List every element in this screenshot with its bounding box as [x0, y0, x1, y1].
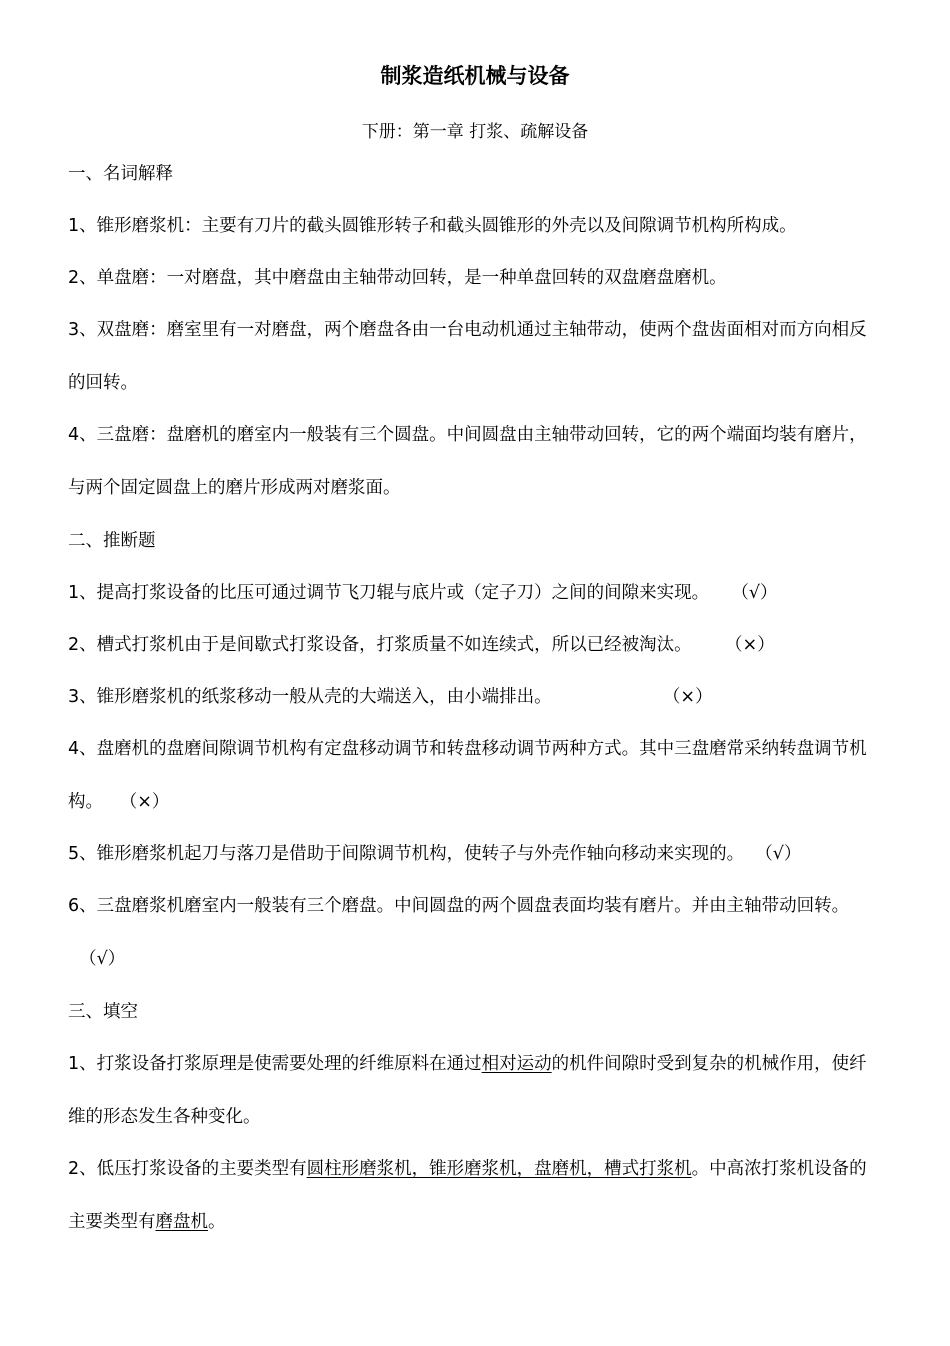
definition-item	[68, 304, 883, 410]
answer-gap	[744, 844, 755, 864]
section-heading-definitions: 一、名词解释	[68, 164, 173, 184]
question-text: 4、盘磨机的盘磨间隙调节机构有定盘移动调节和转盘移动调节两种方式。其中三盘磨常采纳转盘调节机构。	[68, 739, 867, 812]
definition-text: 磨室里有一对磨盘，两个磨盘各由一台电动机通过主轴带动，使两个盘齿面相对而方向相反的回转。	[68, 320, 867, 393]
answer-gap	[709, 583, 731, 603]
fill-in-item	[68, 1143, 883, 1249]
answer-gap	[103, 792, 120, 812]
fill-text-after: 的机件间隙时受到复杂的机械作用，使纤维的形态发生各种变化。	[68, 1054, 867, 1127]
judgement-item	[68, 671, 883, 724]
question-text: 6、三盘磨浆机磨室内一般装有三个磨盘。中间圆盘的两个圆盘表面均装有磨片。并由主轴带动回转。	[68, 896, 850, 916]
judgement-item	[68, 619, 883, 672]
fill-text-after: 。	[208, 1212, 226, 1232]
definition-text: 一对磨盘，其中磨盘由主轴带动回转，是一种单盘回转的双盘磨盘磨机。	[166, 268, 727, 288]
fill-text-before: 1、打浆设备打浆原理是使需要处理的纤维原料在通过	[68, 1054, 482, 1074]
judgement-item	[68, 828, 883, 881]
answer-mark: （√）	[731, 583, 778, 603]
fill-text-middle: 。中高浓打浆机设备的主要类型有	[68, 1159, 867, 1232]
document-body	[68, 158, 883, 1259]
section-heading-fill-in: 三、填空	[68, 1002, 138, 1022]
answer-gap	[552, 687, 663, 707]
fill-in-item	[68, 1038, 883, 1144]
answer-mark: （×）	[119, 792, 170, 812]
definition-term: 1、锥形磨浆机：	[68, 216, 202, 236]
judgement-item	[68, 723, 883, 829]
fill-blank-answer: 磨盘机	[155, 1212, 208, 1232]
definition-item	[68, 252, 883, 305]
definition-term: 2、单盘磨：	[68, 268, 167, 288]
definition-term: 4、三盘磨：	[68, 425, 167, 445]
definition-item	[68, 409, 883, 515]
judgement-item	[68, 567, 883, 620]
question-text: 2、槽式打浆机由于是间歇式打浆设备，打浆质量不如连续式，所以已经被淘汰。	[68, 635, 692, 655]
question-text: 5、锥形磨浆机起刀与落刀是借助于间隙调节机构，使转子与外壳作轴向移动来实现的。	[68, 844, 745, 864]
question-text: 3、锥形磨浆机的纸浆移动一般从壳的大端送入，由小端排出。	[68, 687, 552, 707]
definition-text: 盘磨机的磨室内一般装有三个圆盘。中间圆盘由主轴带动回转，它的两个端面均装有磨片，与两个固定圆盘上的磨片形成两对磨浆面。	[68, 425, 867, 498]
answer-gap	[68, 949, 79, 969]
section-heading-true-false: 二、推断题	[68, 531, 156, 551]
answer-mark: （×）	[662, 687, 713, 707]
definition-term: 3、双盘磨：	[68, 320, 167, 340]
fill-blank-answer: 圆柱形磨浆机，锥形磨浆机，盘磨机，槽式打浆机	[306, 1159, 692, 1179]
page-title: 制浆造纸机械与设备	[380, 64, 570, 88]
answer-mark: （√）	[79, 949, 126, 969]
definition-text: 主要有刀片的截头圆锥形转子和截头圆锥形的外壳以及间隙调节机构所构成。	[201, 216, 797, 236]
fill-blank-answer: 相对运动	[481, 1054, 552, 1074]
answer-gap	[692, 635, 725, 655]
page-subtitle: 下册：第一章 打浆、疏解设备	[361, 122, 589, 142]
judgement-item	[68, 880, 883, 986]
answer-mark: （√）	[755, 844, 802, 864]
definition-item	[68, 200, 883, 253]
answer-mark: （×）	[725, 635, 775, 655]
fill-text-before: 2、低压打浆设备的主要类型有	[68, 1159, 307, 1179]
question-text: 1、提高打浆设备的比压可通过调节飞刀辊与底片或（定子刀）之间的间隙来实现。	[68, 583, 710, 603]
